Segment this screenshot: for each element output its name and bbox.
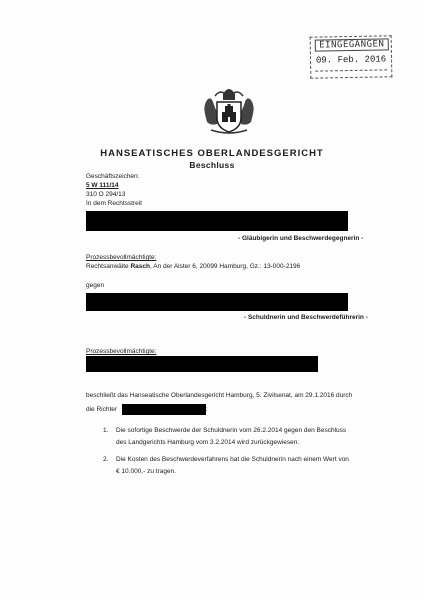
- creditor-counsel-prefix: Rechtsanwälte: [86, 263, 131, 270]
- creditor-counsel: [86, 263, 300, 271]
- decision-line-2: [86, 404, 208, 415]
- item-1-line-1: Die sofortige Beschwerde der Schuldnerin vom 26.2.2014 gegen den Beschluss: [116, 427, 347, 434]
- redacted-judges: [122, 404, 206, 415]
- decision-judges-prefix: die Richter: [86, 406, 118, 414]
- item-2-line-2: € 10.000,- zu tragen.: [116, 468, 176, 475]
- redacted-debtor-name: [86, 293, 348, 311]
- reference-label: Geschäftszeichen:: [86, 173, 140, 180]
- decision-judges-suffix: :: [205, 406, 208, 414]
- reference-number-primary: 5 W 111/14: [86, 182, 119, 189]
- proceedings-intro: In dem Rechtsstreit: [86, 200, 142, 207]
- decision-line-1: beschließt das Hanseatische Oberlandesgericht Hamburg, 5. Zivilsenat, am 29.1.2016 durch: [86, 392, 353, 399]
- creditor-role: - Gläubigerin und Beschwerdegegnerin -: [238, 235, 364, 242]
- stamp-label: EINGEGANGEN: [315, 38, 389, 51]
- stamp-date: 09. Feb. 2016: [315, 54, 387, 66]
- document-type: Beschluss: [189, 160, 235, 170]
- hamburg-coat-of-arms-icon: [201, 84, 257, 136]
- creditor-counsel-label: Prozessbevollmächtigte:: [86, 254, 157, 261]
- redacted-creditor-name: [86, 211, 348, 231]
- creditor-counsel-name: Rasch: [130, 263, 150, 270]
- item-2-line-1: Die Kosten des Beschwerdeverfahrens hat die Schuldnerin nach einem Wert von: [116, 456, 349, 463]
- redacted-debtor-counsel: [86, 356, 318, 372]
- item-number: 2.: [103, 456, 109, 463]
- received-stamp: [310, 35, 393, 78]
- item-number: 1.: [103, 427, 109, 434]
- debtor-counsel-label: Prozessbevollmächtigte:: [86, 348, 157, 355]
- item-1-line-2: des Landgerichts Hamburg vom 3.2.2014 wird zurückgewiesen.: [116, 439, 300, 446]
- against-label: gegen: [86, 282, 105, 289]
- creditor-counsel-suffix: , An der Alster 6, 20099 Hamburg, Gz.: 13-000-2196: [149, 263, 301, 270]
- debtor-role: - Schuldnerin und Beschwerdeführerin -: [244, 314, 368, 321]
- reference-number-secondary: 310 O 294/13: [86, 191, 126, 198]
- stamp-dashed-line: [315, 69, 387, 71]
- court-name: HANSEATISCHES OBERLANDESGERICHT: [100, 148, 324, 159]
